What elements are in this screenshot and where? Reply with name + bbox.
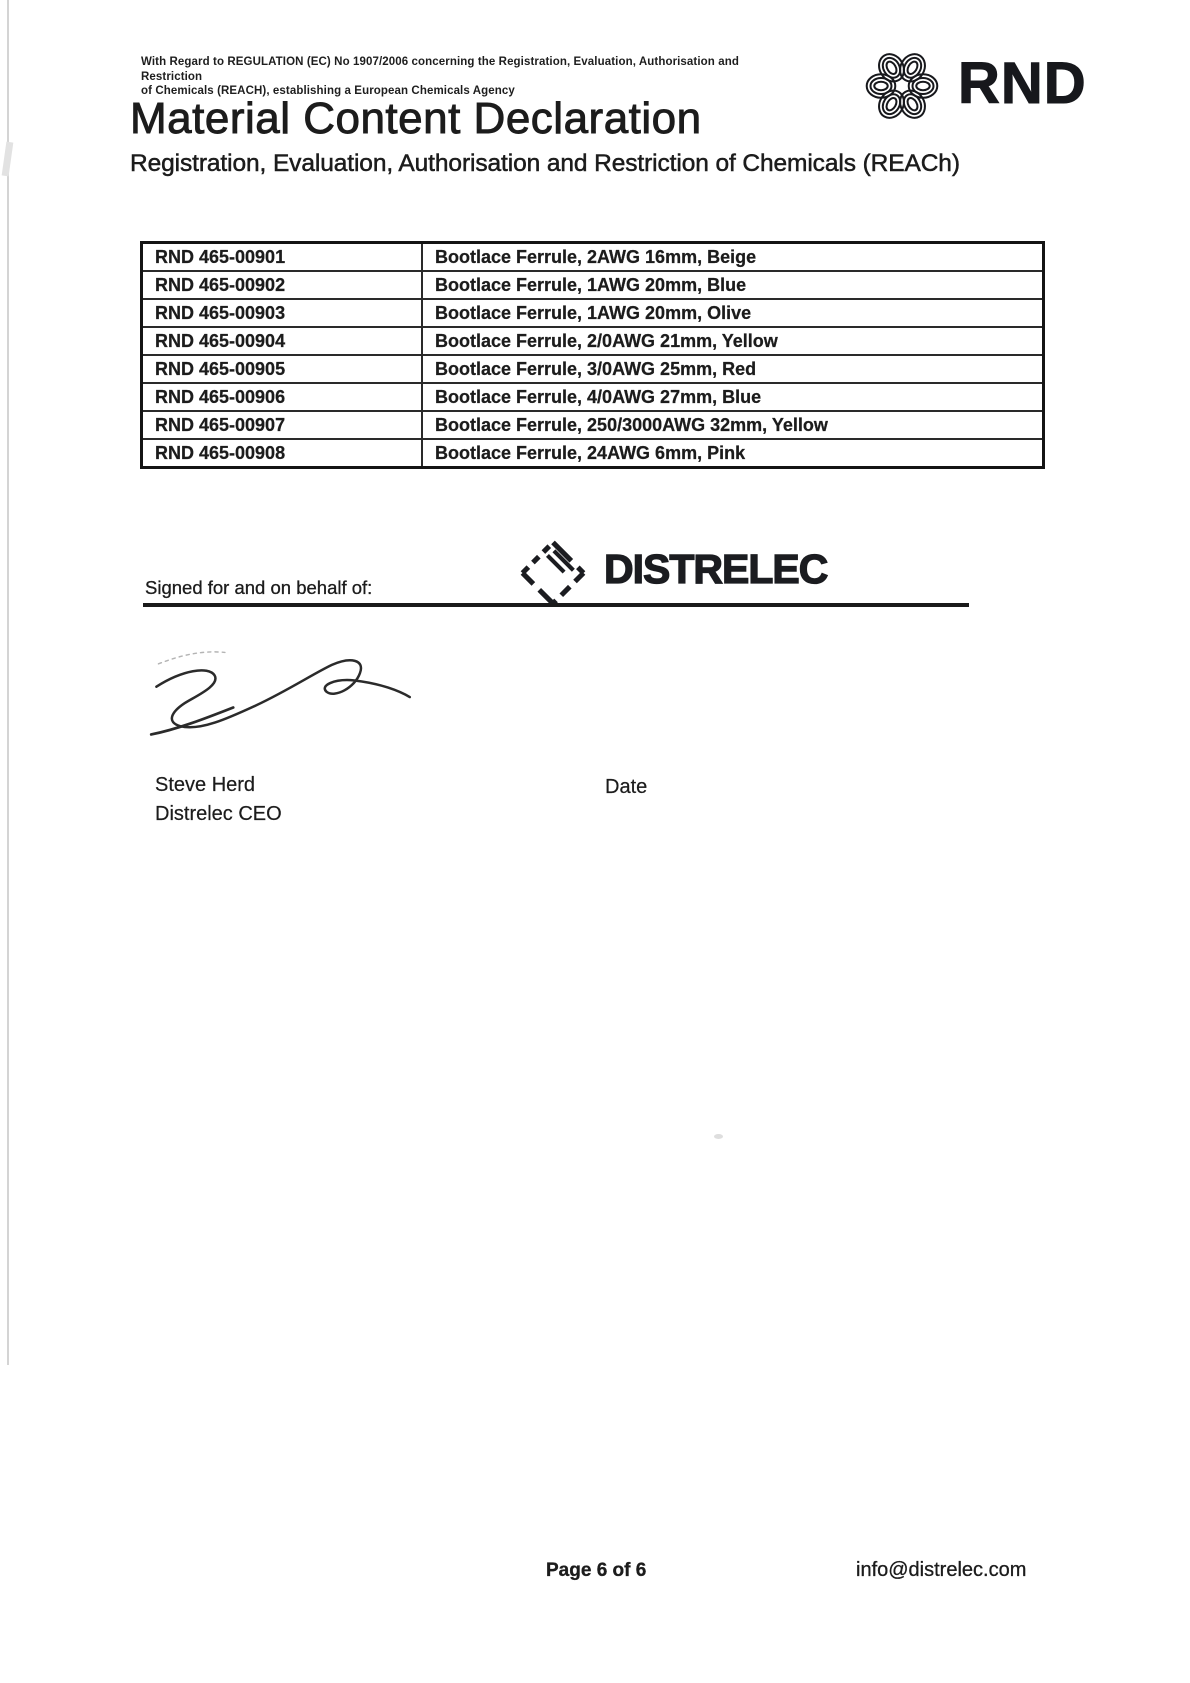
page-number: Page 6 of 6	[546, 1560, 647, 1581]
page-title: Material Content Declaration	[130, 94, 702, 143]
contact-email: info@distrelec.com	[856, 1559, 1027, 1581]
part-number-cell: RND 465-00904	[142, 327, 423, 355]
date-label: Date	[605, 776, 648, 798]
signer-name: Steve Herd	[155, 774, 256, 796]
regulation-note	[141, 55, 781, 99]
scan-smudge	[2, 142, 14, 177]
table-row	[142, 243, 1044, 272]
table-row	[142, 383, 1044, 411]
signed-for-label: Signed for and on behalf of:	[145, 577, 373, 598]
description-cell: Bootlace Ferrule, 3/0AWG 25mm, Red	[422, 355, 1044, 383]
distrelec-logo-text: DISTRELEC	[604, 546, 828, 592]
rnd-logo-text: RND	[958, 51, 1087, 116]
description-cell: Bootlace Ferrule, 250/3000AWG 32mm, Yellow	[422, 411, 1044, 439]
table-row	[142, 327, 1044, 355]
rnd-logo	[860, 40, 1087, 132]
description-cell: Bootlace Ferrule, 2AWG 16mm, Beige	[422, 243, 1044, 272]
parts-table	[140, 241, 1045, 469]
description-cell: Bootlace Ferrule, 4/0AWG 27mm, Blue	[422, 383, 1044, 411]
signature-rule-line	[143, 603, 969, 607]
handwritten-signature	[146, 643, 416, 752]
scan-edge-artifact	[7, 0, 9, 1365]
table-row	[142, 411, 1044, 439]
regulation-note-line2: of Chemicals (REACH), establishing a European Chemicals Agency	[141, 85, 515, 97]
description-cell: Bootlace Ferrule, 24AWG 6mm, Pink	[422, 439, 1044, 468]
description-cell: Bootlace Ferrule, 1AWG 20mm, Blue	[422, 271, 1044, 299]
table-row	[142, 271, 1044, 299]
part-number-cell: RND 465-00901	[142, 243, 423, 272]
signer-title: Distrelec CEO	[155, 803, 282, 825]
page-subtitle: Registration, Evaluation, Authorisation and Restriction of Chemicals (REACh)	[130, 150, 960, 177]
description-cell: Bootlace Ferrule, 1AWG 20mm, Olive	[422, 299, 1044, 327]
rnd-knot-rosette-icon	[860, 40, 944, 132]
part-number-cell: RND 465-00907	[142, 411, 423, 439]
part-number-cell: RND 465-00906	[142, 383, 423, 411]
part-number-cell: RND 465-00902	[142, 271, 423, 299]
scan-smudge	[714, 1134, 723, 1139]
description-cell: Bootlace Ferrule, 2/0AWG 21mm, Yellow	[422, 327, 1044, 355]
table-row	[142, 355, 1044, 383]
part-number-cell: RND 465-00903	[142, 299, 423, 327]
table-row	[142, 299, 1044, 327]
table-row	[142, 439, 1044, 468]
part-number-cell: RND 465-00905	[142, 355, 423, 383]
regulation-note-line1: With Regard to REGULATION (EC) No 1907/2006 concerning the Registration, Evaluation, Authorisation and Restriction	[141, 56, 739, 83]
part-number-cell: RND 465-00908	[142, 439, 423, 468]
